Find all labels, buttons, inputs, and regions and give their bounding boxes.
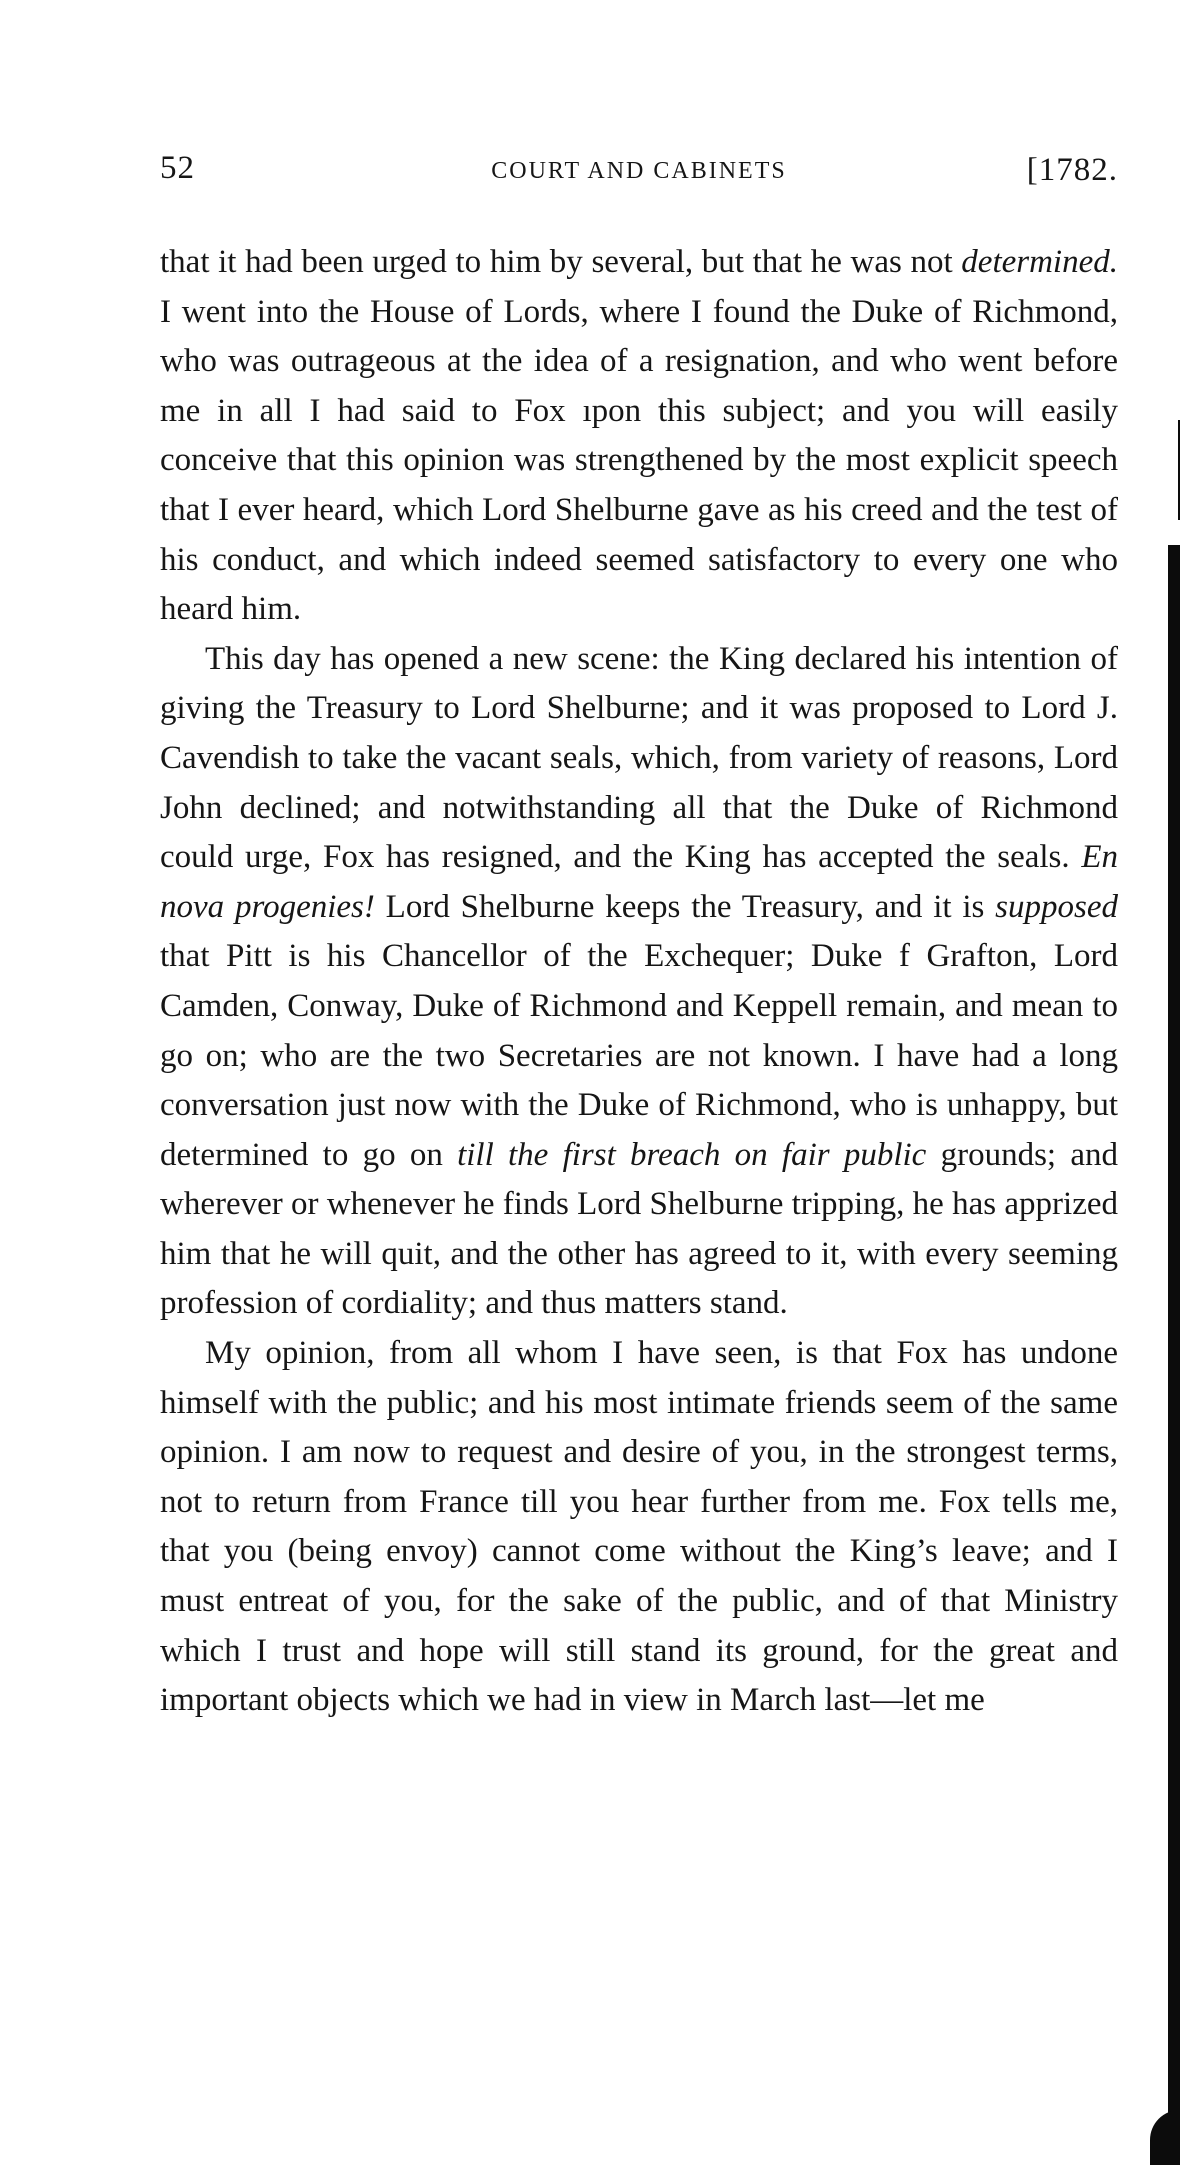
page-header xyxy=(160,150,1118,200)
italic-run: En nova progenies! xyxy=(160,839,1118,925)
paragraph xyxy=(160,238,1118,635)
paragraph xyxy=(160,1329,1118,1726)
scan-edge-shadow xyxy=(1168,545,1180,2165)
text-run: I went into the House of Lords, where I found the Duke of Richmond, who was outrageous at the idea of a resignation, and who went before me in all I had said to Fox ıpon this subject; and you will easily conceive that this opinion was strengthened by the most explicit speech that I ever heard, which Lord Shelburne gave as his creed and the test of his conduct, and which indeed seemed satisfactory to every one who heard him. xyxy=(160,293,1118,628)
paragraph xyxy=(160,635,1118,1329)
header-year: [1782. xyxy=(1026,152,1118,188)
text-run: My opinion, from all whom I have seen, is that Fox has undone himself with the public; and his most intimate friends seem of the same opinion. I am now to request and desire of you, in the strongest terms, not to return from France till you hear further from me. Fox tells me, that you (being envoy) cannot come without the King’s leave; and I must entreat of you, for the sake of the public, and of that Ministry which I trust and hope will still stand its ground, for the great and important objects which we had in view in March last—let me xyxy=(160,1335,1118,1719)
running-title: COURT AND CABINETS xyxy=(491,158,787,184)
italic-run: determined. xyxy=(961,244,1118,280)
body-text xyxy=(160,238,1118,1726)
page-number: 52 xyxy=(160,150,195,186)
text-run: grounds; and wherever or whenever he finds Lord Shelburne tripping, he has apprized him that he will quit, and the other has agreed to it, with every seeming profession of cordiality; and thus matters stand. xyxy=(160,1136,1118,1322)
italic-run: till the first breach on fair public xyxy=(457,1136,927,1173)
text-run: Lord Shelburne keeps the Treasury, and it is xyxy=(374,888,996,925)
italic-run: supposed xyxy=(995,888,1118,925)
text-run: that it had been urged to him by several, but that he was not xyxy=(160,244,962,280)
text-run: This day has opened a new scene: the King declared his intention of giving the Treasury to Lord Shelburne; and it was proposed to Lord J. Cavendish to take the vacant seals, which, from variety of reasons, Lord John declined; and notwithstanding all that the Duke of Richmond could urge, Fox has resigned, and the King has accepted the seals. xyxy=(160,640,1118,876)
scan-edge-corner xyxy=(1150,2110,1180,2165)
text-run: that Pitt is his Chancellor of the Exchequer; Duke f Grafton, Lord Camden, Conway, Duke of Richmond and Keppell remain, and mean to go on; who are the two Secretaries are not known. I have had a long conversation just now with the Duke of Richmond, who is unhappy, but determined to go on xyxy=(160,938,1118,1173)
